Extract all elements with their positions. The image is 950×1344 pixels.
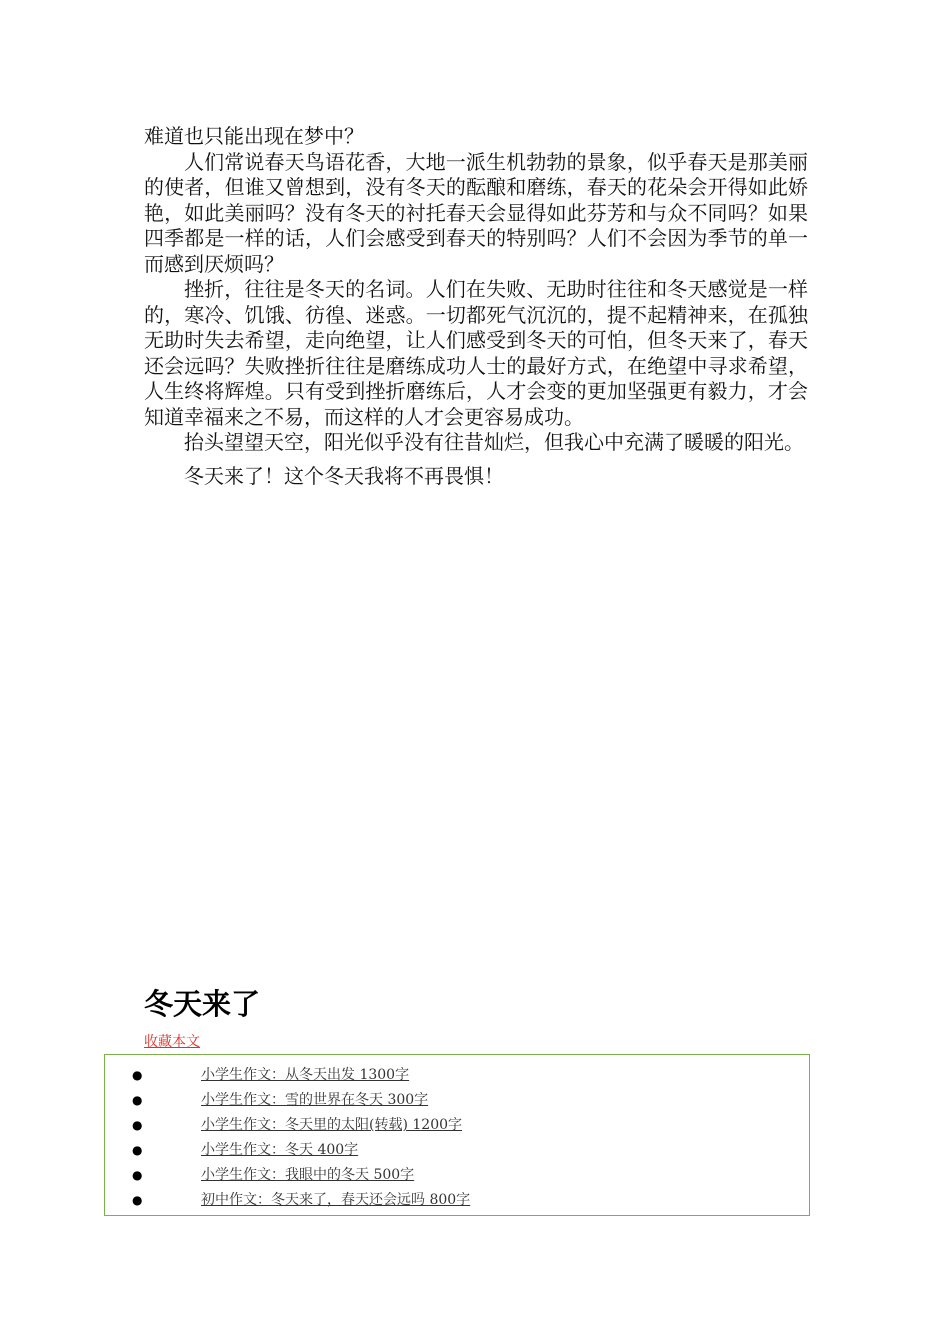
- related-articles-list: [105, 1063, 809, 1213]
- related-article-link-5[interactable]: 小学生作文：我眼中的冬天 500字: [201, 1167, 415, 1183]
- list-item: [105, 1188, 809, 1213]
- list-item: [105, 1113, 809, 1138]
- list-item: [105, 1088, 809, 1113]
- related-article-link-6[interactable]: 初中作文：冬天来了，春天还会远吗 800字: [201, 1192, 471, 1208]
- article-paragraph-5: 冬天来了！这个冬天我将不再畏惧！: [184, 463, 504, 488]
- related-article-link-2[interactable]: 小学生作文：雪的世界在冬天 300字: [201, 1092, 429, 1108]
- article-paragraph-1: 难道也只能出现在梦中？: [144, 124, 364, 148]
- list-item: [105, 1163, 809, 1188]
- article-paragraph-3: 挫折，往往是冬天的名词。人们在失败、无助时往往和冬天感觉是一样的，寒冷、饥饿、彷徨、迷惑。一切都死气沉沉的，提不起精神来，在孤独无助时失去希望，走向绝望，让人们感受到冬天的可怕，但冬天来了，春天还会远吗？失败挫折往往是磨练成功人士的最好方式，在绝望中寻求希望，人生终将辉煌。只有受到挫折磨练后，人才会变的更加坚强更有毅力，才会知道幸福来之不易，而这样的人才会更容易成功。: [144, 277, 808, 429]
- bullet-icon: ●: [132, 1193, 143, 1207]
- list-item: [105, 1138, 809, 1163]
- favorite-article-link[interactable]: 收藏本文: [144, 1034, 200, 1050]
- article-paragraph-2: 人们常说春天鸟语花香，大地一派生机勃勃的景象，似乎春天是那美丽的使者，但谁又曾想到，没有冬天的酝酿和磨练，春天的花朵会开得如此娇艳，如此美丽吗？没有冬天的衬托春天会显得如此芬芳和与众不同吗？如果四季都是一样的话，人们会感受到春天的特别吗？人们不会因为季节的单一而感到厌烦吗？: [144, 149, 808, 276]
- related-article-link-3[interactable]: 小学生作文：冬天里的太阳(转载) 1200字: [201, 1117, 463, 1133]
- related-article-link-1[interactable]: 小学生作文：从冬天出发 1300字: [201, 1067, 410, 1083]
- related-article-link-4[interactable]: 小学生作文：冬天 400字: [201, 1142, 359, 1158]
- page-title: 冬天来了: [144, 987, 261, 1021]
- list-item: [105, 1063, 809, 1088]
- bullet-icon: ●: [132, 1118, 143, 1132]
- article-body: [144, 124, 808, 489]
- related-articles-box: [104, 1054, 810, 1216]
- bullet-icon: ●: [132, 1168, 143, 1182]
- article-paragraph-4: 抬头望望天空，阳光似乎没有往昔灿烂，但我心中充满了暖暖的阳光。: [184, 430, 804, 454]
- bullet-icon: ●: [132, 1093, 143, 1107]
- bullet-icon: ●: [132, 1068, 143, 1082]
- bullet-icon: ●: [132, 1143, 143, 1157]
